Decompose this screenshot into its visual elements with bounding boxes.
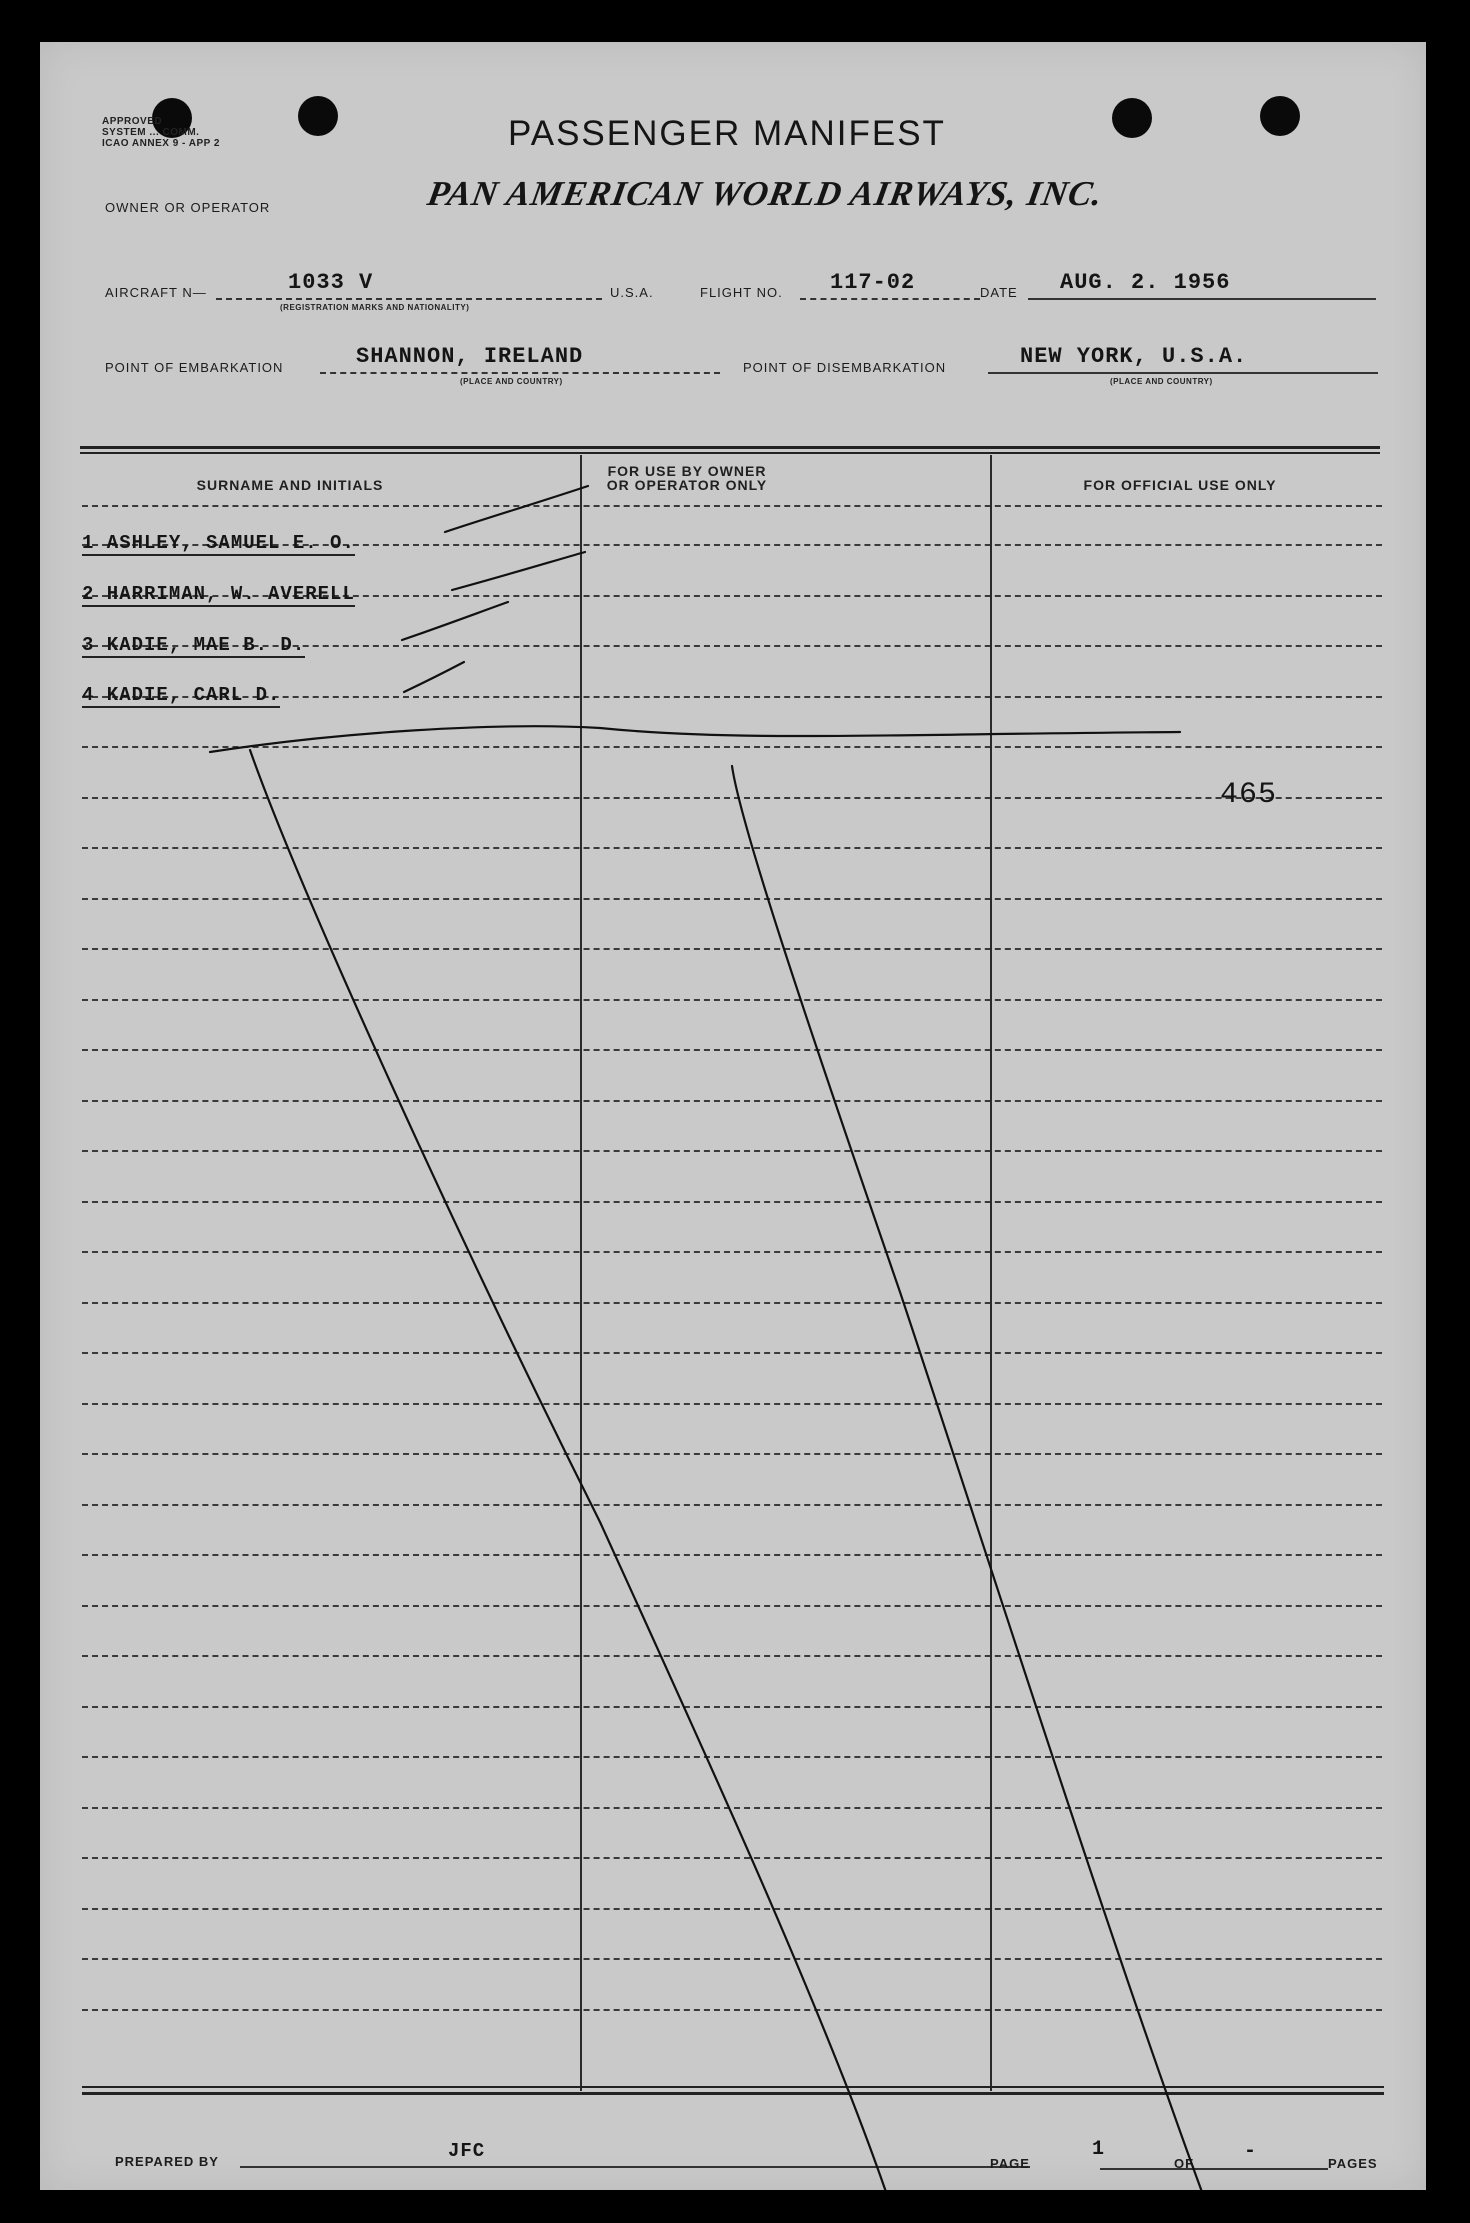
embarkation-label: POINT OF EMBARKATION bbox=[105, 360, 284, 375]
flight-no-value: 117-02 bbox=[830, 270, 916, 295]
date-value: AUG. 2. 1956 bbox=[1060, 270, 1231, 295]
tick-mark bbox=[404, 662, 464, 692]
embarkation-value: SHANNON, IRELAND bbox=[356, 344, 584, 369]
page-label: PAGE bbox=[990, 2156, 1030, 2171]
tick-mark bbox=[402, 602, 508, 640]
place-country-note: (PLACE AND COUNTRY) bbox=[1110, 377, 1213, 386]
passenger-entry: 2 HARRIMAN, W. AVERELL bbox=[82, 583, 355, 605]
closing-stroke bbox=[210, 726, 1180, 752]
of-label: OF bbox=[1174, 2156, 1195, 2171]
disembarkation-label: POINT OF DISEMBARKATION bbox=[743, 360, 947, 375]
approval-line: ICAO ANNEX 9 - APP 2 bbox=[102, 138, 220, 149]
disembarkation-value: NEW YORK, U.S.A. bbox=[1020, 344, 1248, 369]
place-country-note: (PLACE AND COUNTRY) bbox=[460, 377, 563, 386]
usa-label: U.S.A. bbox=[610, 285, 654, 300]
tick-mark bbox=[452, 552, 585, 590]
col-header-surname: SURNAME AND INITIALS bbox=[196, 477, 384, 493]
pages-label: PAGES bbox=[1328, 2156, 1378, 2171]
tick-mark bbox=[445, 486, 588, 532]
company-name: PAN AMERICAN WORLD AIRWAYS, INC. bbox=[424, 174, 1107, 213]
page-value: 1 bbox=[1092, 2138, 1106, 2161]
page-title: PASSENGER MANIFEST bbox=[508, 114, 946, 153]
passenger-entry: 3 KADIE, MAE B. D. bbox=[82, 634, 306, 656]
official-note: 465 bbox=[1220, 778, 1278, 812]
col-header-owner-line: OR OPERATOR ONLY bbox=[606, 477, 768, 493]
handwritten-marks bbox=[40, 42, 1426, 2190]
approval-line: SYSTEM ... COMM. bbox=[102, 127, 200, 138]
approval-line: APPROVED bbox=[102, 116, 163, 127]
aircraft-value: 1033 V bbox=[288, 270, 374, 295]
passenger-entry: 4 KADIE, CARL D. bbox=[82, 684, 281, 706]
owner-operator-label: OWNER OR OPERATOR bbox=[105, 200, 271, 215]
registration-note: (REGISTRATION MARKS AND NATIONALITY) bbox=[280, 303, 470, 312]
date-label: DATE bbox=[980, 285, 1018, 300]
col-header-official: FOR OFFICIAL USE ONLY bbox=[1083, 477, 1277, 493]
aircraft-label: AIRCRAFT N— bbox=[105, 285, 207, 300]
flight-no-label: FLIGHT NO. bbox=[700, 285, 783, 300]
manifest-sheet bbox=[40, 42, 1426, 2190]
prepared-by-value: JFC bbox=[448, 2140, 486, 2162]
of-value: - bbox=[1244, 2140, 1258, 2163]
prepared-by-label: PREPARED BY bbox=[115, 2154, 219, 2169]
passenger-entry: 1 ASHLEY, SAMUEL E. O. bbox=[82, 532, 355, 554]
col-header-owner-line: FOR USE BY OWNER bbox=[607, 463, 767, 479]
